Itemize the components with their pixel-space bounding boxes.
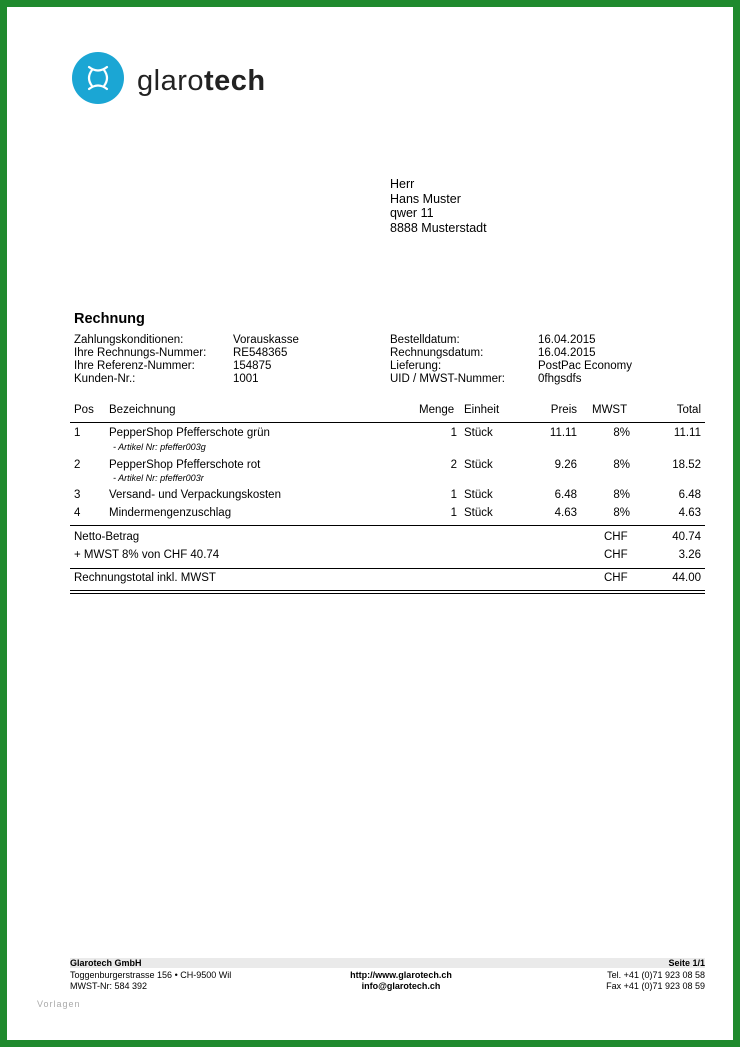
vat-amount-value: 3.26 <box>678 549 701 561</box>
row-desc: Mindermengenzuschlag <box>109 507 232 519</box>
col-header-unit: Einheit <box>464 404 500 416</box>
double-rule <box>70 593 705 594</box>
footer-address: Toggenburgerstrasse 156 • CH-9500 Wil <box>70 970 232 980</box>
footer-email-link[interactable]: info@glarotech.ch <box>361 981 441 991</box>
row-unit: Stück <box>464 489 493 501</box>
row-article-no: - Artikel Nr: pfeffer003g <box>113 442 206 452</box>
footer-web-link[interactable]: http://www.glarotech.ch <box>350 970 452 980</box>
vat-amount-currency: CHF <box>604 549 628 561</box>
row-qty: 1 <box>450 427 457 439</box>
vat-amount-label: + MWST 8% von CHF 40.74 <box>74 549 220 561</box>
footer-tel: Tel. +41 (0)71 923 08 58 <box>607 970 705 980</box>
footer-fax: Fax +41 (0)71 923 08 59 <box>606 981 705 991</box>
row-pos: 4 <box>74 507 81 519</box>
row-unit: Stück <box>464 427 493 439</box>
row-price: 6.48 <box>554 489 577 501</box>
meta-right-values: 16.04.2015 16.04.2015 PostPac Economy 0fhgsdfs <box>538 334 632 385</box>
footer-company: Glarotech GmbH <box>70 958 142 968</box>
row-unit: Stück <box>464 507 493 519</box>
meta-left-values: Vorauskasse RE548365 154875 1001 <box>233 334 299 385</box>
row-unit: Stück <box>464 459 493 471</box>
col-header-vat: MWST <box>592 404 628 416</box>
col-header-price: Preis <box>550 404 577 416</box>
grand-total-value: 44.00 <box>672 572 701 584</box>
recipient-address: Herr Hans Muster qwer 11 8888 Musterstadt <box>390 177 487 235</box>
row-desc: PepperShop Pfefferschote rot <box>109 459 261 471</box>
row-qty: 1 <box>450 489 457 501</box>
document-title: Rechnung <box>74 311 145 327</box>
row-total: 18.52 <box>672 459 701 471</box>
meta-right-labels: Bestelldatum: Rechnungsdatum: Lieferung: UID / MWST-Nummer: <box>390 334 505 385</box>
row-vat: 8% <box>613 427 630 439</box>
row-price: 9.26 <box>554 459 577 471</box>
col-header-pos: Pos <box>74 404 94 416</box>
divider <box>70 422 705 423</box>
row-price: 4.63 <box>554 507 577 519</box>
invoice-page <box>7 7 733 1040</box>
row-total: 4.63 <box>678 507 701 519</box>
row-vat: 8% <box>613 459 630 471</box>
footer-page: Seite 1/1 <box>668 958 705 968</box>
row-desc: Versand- und Verpackungskosten <box>109 489 281 501</box>
row-pos: 1 <box>74 427 81 439</box>
col-header-total: Total <box>676 404 701 416</box>
row-vat: 8% <box>613 507 630 519</box>
net-amount-value: 40.74 <box>672 531 701 543</box>
grand-total-label: Rechnungstotal inkl. MWST <box>74 572 216 584</box>
row-total: 6.48 <box>678 489 701 501</box>
grand-total-currency: CHF <box>604 572 628 584</box>
row-price: 11.11 <box>549 427 577 439</box>
logo-wordmark: glarotech <box>137 65 266 97</box>
col-header-desc: Bezeichnung <box>109 404 176 416</box>
net-amount-label: Netto-Betrag <box>74 531 140 543</box>
row-pos: 3 <box>74 489 81 501</box>
row-desc: PepperShop Pfefferschote grün <box>109 427 270 439</box>
row-qty: 1 <box>450 507 457 519</box>
row-total: 11.11 <box>673 427 701 439</box>
footer-vat-number: MWST-Nr: 584 392 <box>70 981 148 991</box>
net-amount-currency: CHF <box>604 531 628 543</box>
col-header-qty: Menge <box>419 404 455 416</box>
row-vat: 8% <box>613 489 630 501</box>
double-rule <box>70 590 705 591</box>
row-pos: 2 <box>74 459 81 471</box>
divider <box>70 525 705 526</box>
meta-left-labels: Zahlungskonditionen: Ihre Rechnungs-Nummer: Ihre Referenz-Nummer: Kunden-Nr.: <box>74 334 207 385</box>
logo-icon <box>72 52 124 104</box>
row-qty: 2 <box>450 459 457 471</box>
watermark: Vorlagen <box>37 999 81 1009</box>
divider <box>70 568 705 569</box>
row-article-no: - Artikel Nr: pfeffer003r <box>113 473 204 483</box>
